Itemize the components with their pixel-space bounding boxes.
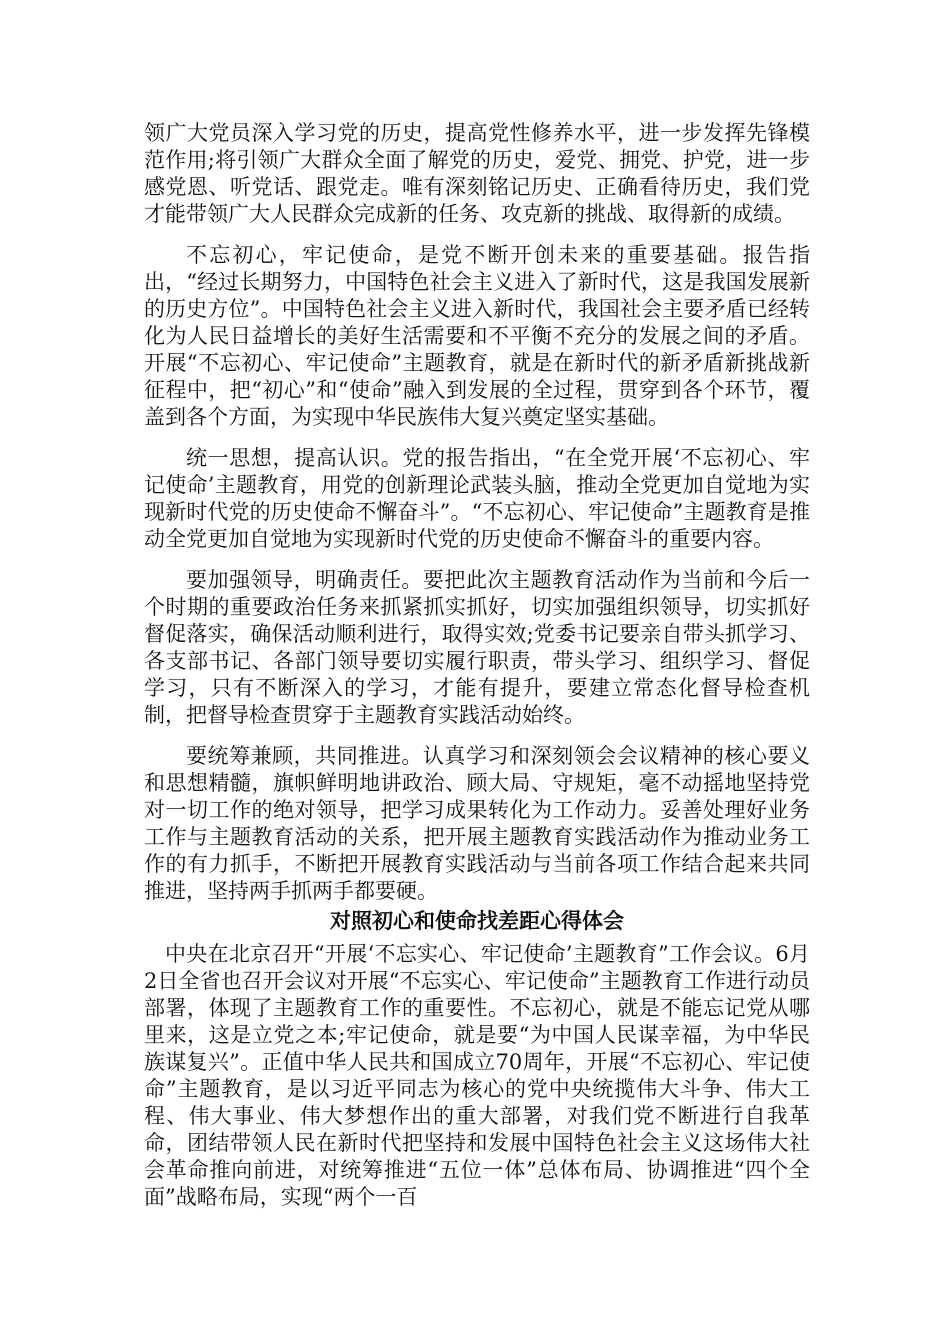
paragraph-mission-foundation: 不忘初心，牢记使命，是党不断开创未来的重要基础。报告指出，“经过长期努力，中国特色社会主义进入了新时代，这是我国发展新的历史方位”。中国特色社会主义进入新时代，我国社会主要矛盾已经转化为人民日益增长的美好生活需要和不平衡不充分的发展之间的矛盾。开展“不忘初心、牢记使命”主题教育，就是在新时代的新矛盾新挑战新征程中，把“初心”和“使命”融入到发展的全过程，贯穿到各个环节，覆盖到各个方面，为实现中华民族伟大复兴奠定坚实基础。 bbox=[144, 243, 810, 429]
paragraph-unify-thought: 统一思想，提高认识。党的报告指出，“在全党开展‘不忘初心、牢记使命’主题教育，用党的创新理论武装头脑，推动全党更加自觉地为实现新时代党的历史使命不懈奋斗”。“不忘初心、牢记使命”主题教育是推动全党更加自觉地为实现新时代党的历史使命不懈奋斗的重要内容。 bbox=[144, 446, 810, 551]
paragraph-overall-planning: 要统筹兼顾，共同推进。认真学习和深刻领会会议精神的核心要义和思想精髓，旗帜鲜明地讲政治、顾大局、守规矩，毫不动摇地坚持党对一切工作的绝对领导，把学习成果转化为工作动力。妥善处理好业务工作与主题教育活动的关系，把开展主题教育实践活动作为推动业务工作的有力抓手，不断把开展教育实践活动与当前各项工作结合起来共同推进，坚持两手抓两手都要硬。 bbox=[144, 744, 810, 903]
paragraph-continued: 领广大党员深入学习党的历史，提高党性修养水平，进一步发挥先锋模范作用;将引领广大群众全面了解党的历史，爱党、拥党、护党，进一步感党恩、听党话、跟党走。唯有深刻铭记历史、正确看待历史，我们党才能带领广大人民群众完成新的任务、攻克新的挑战、取得新的成绩。 bbox=[144, 121, 810, 226]
section-title: 对照初心和使命找差距心得体会 bbox=[330, 909, 624, 933]
paragraph-strengthen-leadership: 要加强领导，明确责任。要把此次主题教育活动作为当前和今后一个时期的重要政治任务来抓紧抓实抓好，切实加强组织领导，切实抓好督促落实，确保活动顺利进行，取得实效;党委书记要亲自带头抓学习、各支部书记、各部门领导要切实履行职责，带头学习、组织学习、督促学习，只有不断深入的学习，才能有提升，要建立常态化督导检查机制，把督导检查贯穿于主题教育实践活动始终。 bbox=[144, 568, 810, 727]
document-body bbox=[144, 120, 810, 1211]
section-paragraph: 中央在北京召开“开展‘不忘实心、牢记使命’主题教育”工作会议。6月2日全省也召开会议对开展“不忘实心、牢记使命”主题教育工作进行动员部署，体现了主题教育工作的重要性。不忘初心，就是不能忘记党从哪里来，这是立党之本;牢记使命，就是要“为中国人民谋幸福，为中华民族谋复兴”。正值中华人民共和国成立70周年，开展“不忘初心、牢记使命”主题教育，是以习近平同志为核心的党中央统揽伟大斗争、伟大工程、伟大事业、伟大梦想作出的重大部署，对我们党不断进行自我革命，团结带领人民在新时代把坚持和发展中国特色社会主义这场伟大社会革命推向前进，对统筹推进“五位一体”总体布局、协调推进“四个全面”战略布局，实现“两个一百 bbox=[144, 942, 810, 1209]
